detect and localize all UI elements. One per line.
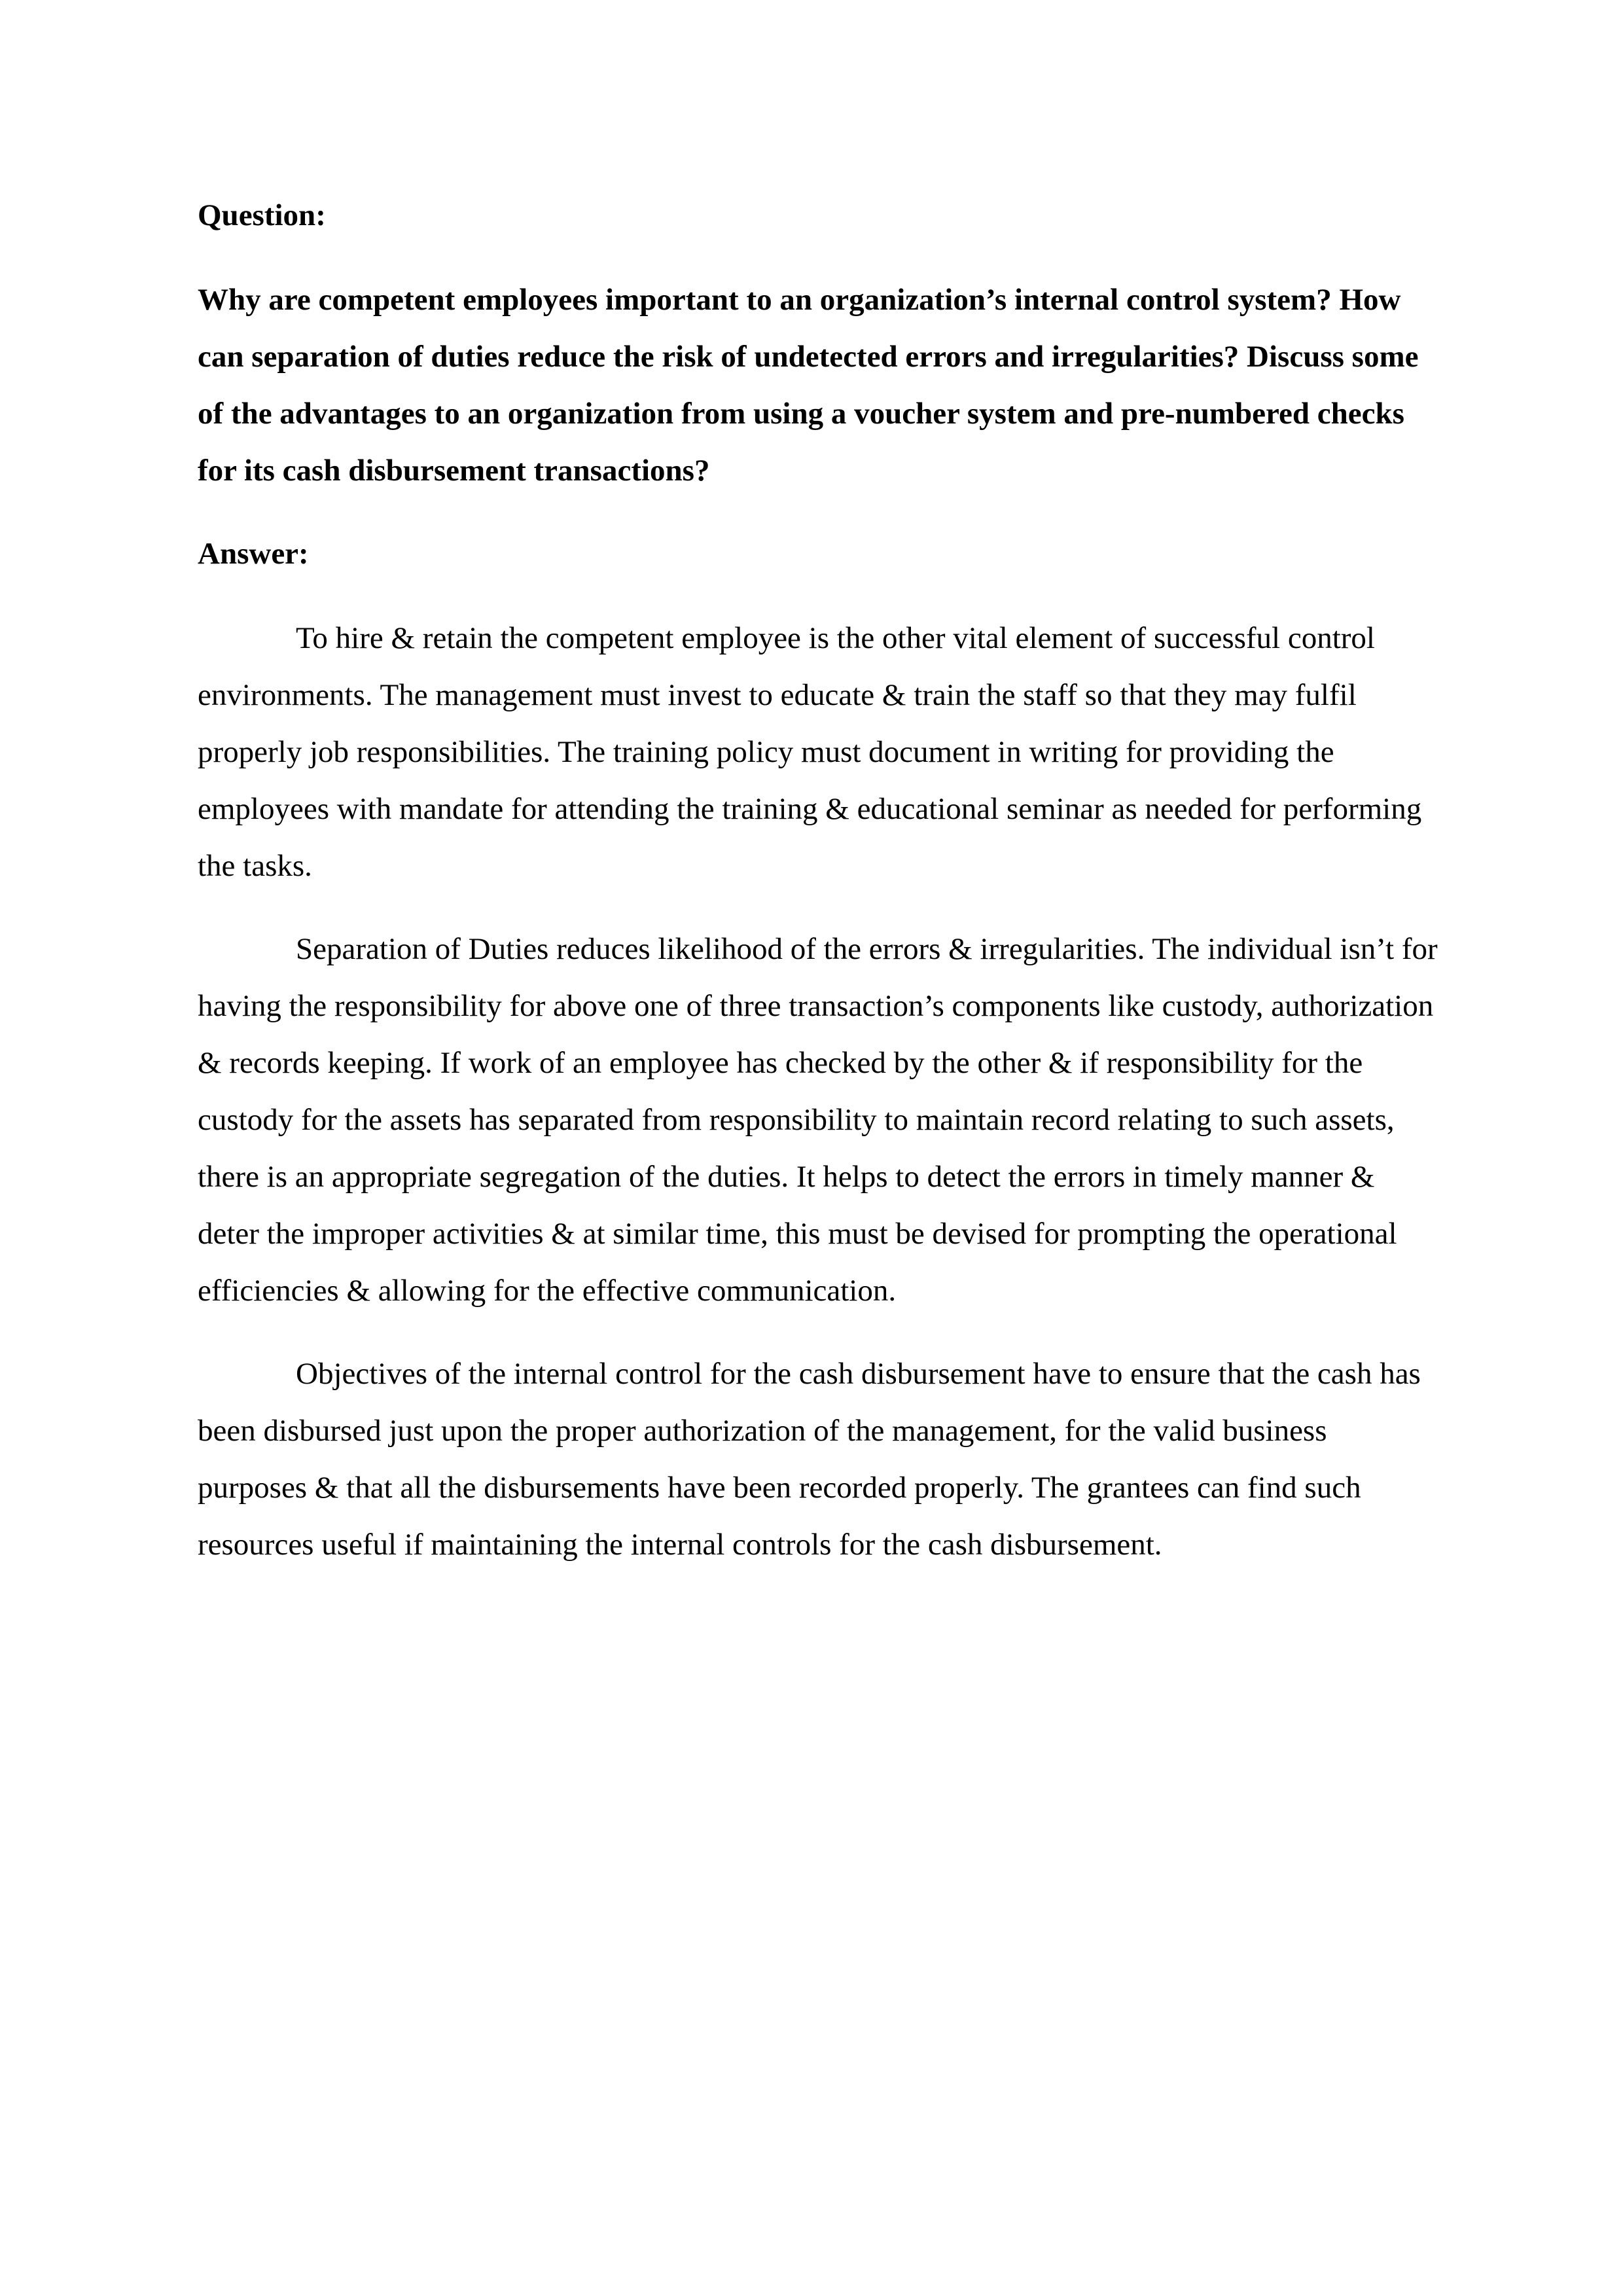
document-body — [198, 187, 1441, 1600]
answer-paragraph-3: Objectives of the internal control for the cash disbursement have to ensure that the cash has been disbursed just upon the proper authorization of the management, for the valid business purposes & that all the disbursements have been recorded properly. The grantees can find such resources useful if maintaining the internal controls for the cash disbursement. — [198, 1357, 1421, 1562]
answer-paragraph-2: Separation of Duties reduces likelihood of the errors & irregularities. The individual isn’t for having the responsibility for above one of three transaction’s components like custody, authorization & records keeping. If work of an employee has checked by the other & if responsibility for the custody for the assets has separated from responsibility to maintain record relating to such assets, there is an appropriate segregation of the duties. It helps to detect the errors in timely manner & deter the improper activities & at similar time, this must be devised for prompting the operational efficiencies & allowing for the effective communication. — [198, 932, 1438, 1308]
question-text: Why are competent employees important to an organization’s internal control system? How can separation of duties reduce the risk of undetected errors and irregularities? Discuss some of the advantages to an organization from using a voucher system and pre-numbered checks for its cash disbursement transactions? — [198, 283, 1419, 488]
answer-paragraph-1: To hire & retain the competent employee is the other vital element of successful control environments. The management must invest to educate & train the staff so that they may fulfil properly job responsibilities. The training policy must document in writing for providing the employees with mandate for attending the training & educational seminar as needed for performing the tasks. — [198, 621, 1422, 883]
answer-heading: Answer: — [198, 537, 309, 571]
question-heading: Question: — [198, 198, 326, 232]
